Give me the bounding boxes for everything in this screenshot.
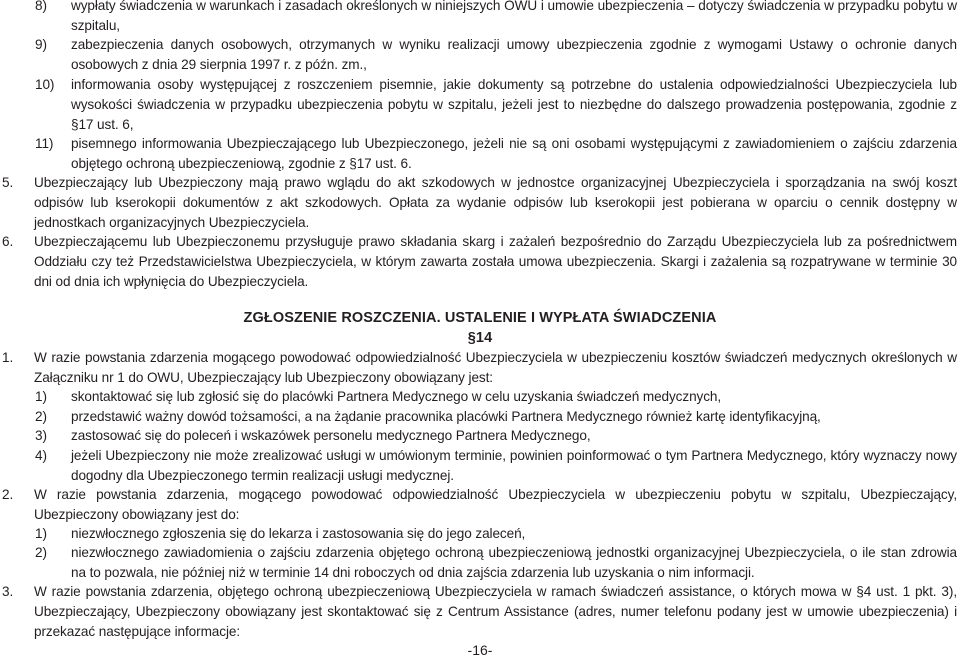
item-number: 4)	[35, 448, 47, 463]
item-text: niezwłocznego zgłoszenia się do lekarza i zastosowania się do jego zaleceń,	[71, 526, 526, 541]
paragraph-text: W razie powstania zdarzenia, mogącego powodować odpowiedzialność Ubezpieczyciela w ubezpieczeniu pobytu w szpitalu, Ubezpieczający, Ubezpieczony obowiązany jest do:	[34, 487, 957, 522]
item-text: wypłaty świadczenia w warunkach i zasadach określonych w niniejszych OWU i umowie ubezpieczenia – dotyczy świadczenia w przypadku pobytu w szpitalu,	[71, 0, 957, 33]
item-number: 3)	[35, 428, 47, 443]
item-number: 1)	[35, 389, 47, 404]
section-title: ZGŁOSZENIE ROSZCZENIA. USTALENIE I WYPŁATA ŚWIADCZENIA	[243, 310, 717, 326]
item-text: przedstawić ważny dowód tożsamości, a na żądanie pracownika placówki Partnera Medycznego również kartę identyfikacyjną,	[71, 409, 821, 424]
item-text: skontaktować się lub zgłosić się do placówki Partnera Medycznego w celu uzyskania świadczeń medycznych,	[71, 389, 722, 404]
paragraph-number: 2.	[2, 487, 14, 502]
paragraph-text: Ubezpieczającemu lub Ubezpieczonemu przysługuje prawo składania skarg i zażaleń bezpośrednio do Zarządu Ubezpieczyciela lub za pośrednictwem Oddziału czy też Przedstawicielstwa Ubezpieczyciela, w którym zawarta została umowa ubezpieczenia. Skargi i zażalenia są rozpatrywane w terminie 30 dni od dnia ich wpłynięcia do Ubezpieczyciela.	[34, 234, 957, 289]
item-text: informowania osoby występującej z roszczeniem pisemnie, jakie dokumenty są potrzebne do ustalenia odpowiedzialności Ubezpieczyciela lub wysokości świadczenia w przypadku ubezpieczenia pobytu w szpitalu, jeżeli jest to niezbędne do dalszego prowadzenia postępowania, zgodnie z §17 ust. 6,	[71, 77, 957, 132]
item-text: niezwłocznego zawiadomienia o zajściu zdarzenia objętego ochroną ubezpieczeniową jednostki organizacyjnej Ubezpieczyciela, o ile stan zdrowia na to pozwala, nie później niż w terminie 14 dni roboczych od dnia zajścia zdarzenia lub uzyskania o nim informacji.	[71, 545, 957, 580]
item-text: zabezpieczenia danych osobowych, otrzymanych w wyniku realizacji umowy ubezpieczenia zgodnie z wymogami Ustawy o ochronie danych osobowych z dnia 29 sierpnia 1997 r. z późn. zm.,	[71, 37, 957, 72]
item-number: 1)	[35, 526, 47, 541]
paragraph-number: 3.	[2, 584, 14, 599]
section-number: §14	[467, 330, 493, 346]
page-number: -16-	[467, 642, 493, 658]
item-number: 8)	[35, 0, 47, 13]
paragraph-number: 1.	[2, 350, 14, 365]
item-number: 2)	[35, 545, 47, 560]
item-number: 2)	[35, 409, 47, 424]
paragraph-number: 5.	[2, 175, 14, 190]
item-text: pisemnego informowania Ubezpieczającego lub Ubezpieczonego, jeżeli nie są oni osobami występującymi z zawiadomieniem o zajściu zdarzenia objętego ochroną ubezpieczeniową, zgodnie z §17 ust. 6.	[71, 136, 957, 171]
item-text: jeżeli Ubezpieczony nie może zrealizować usługi w umówionym terminie, powinien poinformować o tym Partnera Medycznego, który wyznaczy nowy dogodny dla Ubezpieczonego termin realizacji usługi medycznej.	[71, 448, 957, 483]
paragraph-text: W razie powstania zdarzenia mogącego powodować odpowiedzialność Ubezpieczyciela w ubezpieczeniu kosztów świadczeń medycznych określonych w Załączniku nr 1 do OWU, Ubezpieczający lub Ubezpieczony obowiązany jest:	[34, 350, 957, 385]
item-number: 10)	[35, 77, 55, 92]
item-number: 9)	[35, 37, 47, 52]
item-number: 11)	[35, 136, 54, 151]
item-text: zastosować się do poleceń i wskazówek personelu medycznego Partnera Medycznego,	[71, 428, 591, 443]
paragraph-text: Ubezpieczający lub Ubezpieczony mają prawo wglądu do akt szkodowych w jednostce organizacyjnej Ubezpieczyciela i sporządzania na swój koszt odpisów lub kserokopii dokumentów z akt szkodowych. Opłata za wydanie odpisów lub kserokopii jest pobierana w oparciu o cennik dostępny w jednostkach organizacyjnych Ubezpieczyciela.	[34, 175, 957, 230]
paragraph-number: 6.	[2, 234, 14, 249]
paragraph-text: W razie powstania zdarzenia, objętego ochroną ubezpieczeniową Ubezpieczyciela w ramach świadczeń assistance, o których mowa w §4 ust. 1 pkt. 3), Ubezpieczający, Ubezpieczony obowiązany jest skontaktować się z Centrum Assistance (adres, numer telefonu podany jest w umowie ubezpieczenia) i przekazać następujące informacje:	[34, 584, 957, 639]
